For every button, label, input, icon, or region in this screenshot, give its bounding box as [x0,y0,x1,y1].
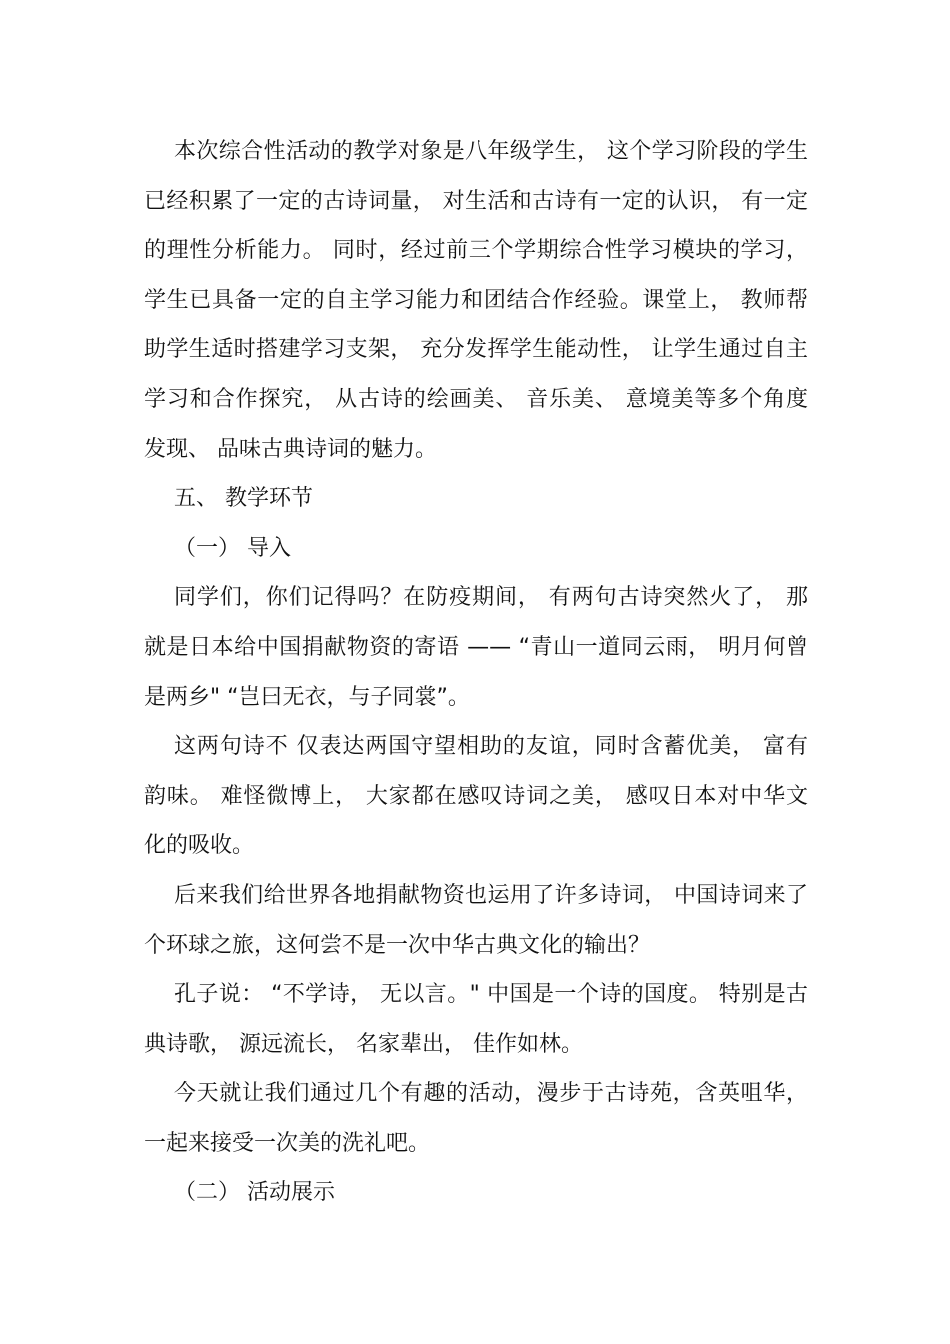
paragraph-line: 学习和合作探究， 从古诗的绘画美、 音乐美、 意境美等多个角度 [144,386,808,412]
paragraph-line: 这两句诗不 仅表达两国守望相助的友谊，同时含蓄优美， 富有 [174,734,808,760]
paragraph-line: 已经积累了一定的古诗词量， 对生活和古诗有一定的认识， 有一定 [144,188,808,214]
paragraph-line: 一起来接受一次美的洗礼吧。 [144,1130,431,1156]
section-heading: 五、 教学环节 [174,486,313,512]
paragraph-line: 学生已具备一定的自主学习能力和团结合作经验。课堂上， 教师帮 [144,287,808,313]
subsection-heading: （二） 活动展示 [174,1180,335,1206]
paragraph-line: 助学生适时搭建学习支架， 充分发挥学生能动性， 让学生通过自主 [144,337,808,363]
paragraph-line: 个环球之旅，这何尝不是一次中华古典文化的输出？ [144,932,651,958]
paragraph-line: 是两乡" “岂曰无衣，与子同裳”。 [144,684,470,710]
paragraph-line: 孔子说： “不学诗， 无以言。" 中国是一个诗的国度。 特别是古 [174,982,808,1008]
paragraph-line: 发现、 品味古典诗词的魅力。 [144,436,437,462]
paragraph-line: 的理性分析能力。 同时，经过前三个学期综合性学习模块的学习， [144,238,808,264]
paragraph-line: 典诗歌， 源远流长， 名家辈出， 佳作如林。 [144,1031,583,1057]
paragraph-line: 后来我们给世界各地捐献物资也运用了许多诗词， 中国诗词来了 [174,882,808,908]
document-body [144,127,808,1218]
paragraph-line: 韵味。 难怪微博上， 大家都在感叹诗词之美， 感叹日本对中华文 [144,783,808,809]
paragraph-line: 今天就让我们通过几个有趣的活动，漫步于古诗苑，含英咀华， [174,1081,808,1107]
paragraph-line: 同学们，你们记得吗？在防疫期间， 有两句古诗突然火了， 那 [174,585,808,611]
paragraph-line: 化的吸收。 [144,833,255,859]
subsection-heading: （一） 导入 [174,535,291,561]
paragraph-line: 就是日本给中国捐献物资的寄语 —— “青山一道同云雨， 明月何曾 [144,634,808,660]
paragraph-line: 本次综合性活动的教学对象是八年级学生， 这个学习阶段的学生 [174,139,808,164]
